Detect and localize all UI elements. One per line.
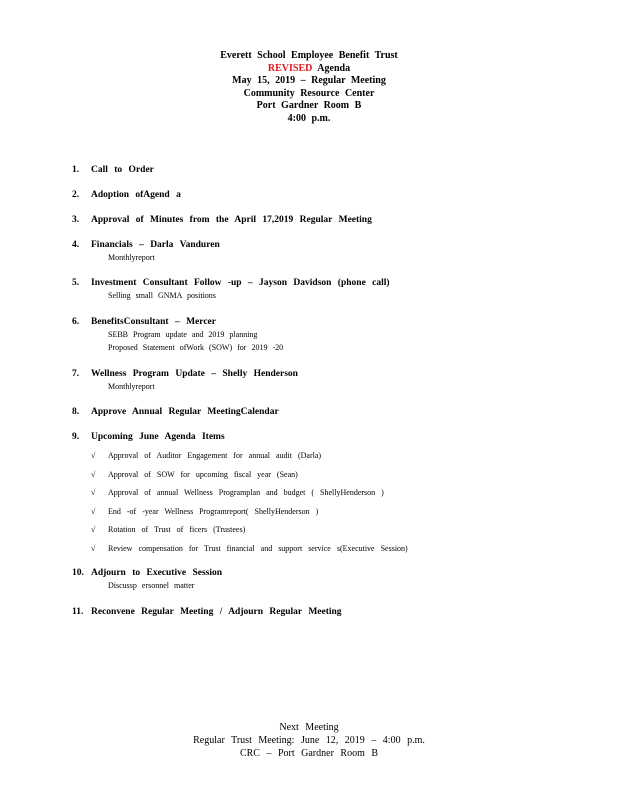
checkmark-icon: √: [91, 525, 96, 535]
checklist-item: √ Rotation of Trust of ficers (Trustees): [72, 521, 592, 540]
item-title: Approval of Minutes from the April 17,2019 Regular Meeting: [91, 215, 372, 225]
item-title: Investment Consultant Follow -up – Jayson Davidson (phone call): [91, 278, 390, 288]
item-number: 9.: [72, 432, 80, 442]
agenda-item: [72, 406, 592, 431]
agenda-item: [72, 164, 592, 189]
checklist-item: √ End -of -year Wellness Programreport( ShellyHenderson ): [72, 503, 592, 522]
agenda-item: [72, 606, 592, 626]
item-title: Wellness Program Update – Shelly Henderson: [91, 369, 298, 379]
meeting-venue: Community Resource Center: [243, 87, 375, 99]
next-meeting-location: CRC – Port Gardner Room B: [239, 748, 379, 759]
item-title: Adjourn to Executive Session: [91, 568, 223, 578]
item-number: 1.: [72, 165, 80, 175]
item-number: 3.: [72, 215, 80, 225]
agenda-item: [72, 368, 592, 406]
agenda-header: [0, 50, 618, 125]
sub-item: Proposed Statement ofWork (SOW) for 2019 -20: [108, 342, 284, 352]
agenda-item: [72, 431, 592, 567]
revised-label: REVISED: [267, 62, 313, 74]
sub-item: Monthlyreport: [108, 253, 155, 262]
checkmark-icon: √: [91, 469, 96, 479]
meeting-date: May 15, 2019 – Regular Meeting: [232, 75, 386, 86]
checkmark-icon: √: [91, 543, 96, 553]
checkmark-icon: √: [91, 506, 96, 516]
sub-item: SEBB Program update and 2019 planning: [108, 330, 258, 339]
meeting-room: Port Gardner Room B: [256, 100, 362, 111]
agenda-item: [72, 189, 592, 214]
next-meeting-label: Next Meeting: [279, 722, 339, 733]
item-number: 4.: [72, 240, 80, 250]
item-number: 7.: [72, 369, 80, 379]
item-title: Call to Order: [91, 165, 154, 175]
agenda-item: [72, 316, 592, 368]
sub-item: Selling small GNMA positions: [108, 291, 216, 300]
item-number: 11.: [72, 607, 84, 617]
agenda-items: [72, 164, 592, 626]
next-meeting-date: Regular Trust Meeting: June 12, 2019 – 4:00 p.m.: [193, 735, 425, 746]
agenda-item: [72, 277, 592, 316]
item-number: 8.: [72, 407, 80, 417]
next-meeting-footer: [0, 721, 618, 760]
item-title: BenefitsConsultant – Mercer: [91, 317, 216, 327]
checklist-item: √ Approval of SOW for upcoming fiscal year (Sean): [72, 466, 592, 485]
agenda-word: Agenda: [312, 62, 351, 74]
checkmark-icon: √: [91, 451, 96, 460]
item-number: 2.: [72, 190, 80, 200]
item-title: Financials – Darla Vanduren: [91, 240, 220, 250]
item-title: Upcoming June Agenda Items: [91, 432, 225, 442]
agenda-title: [0, 63, 618, 76]
agenda-item: [72, 239, 592, 277]
sub-item: Monthlyreport: [108, 382, 155, 391]
item-title: Reconvene Regular Meeting / Adjourn Regular Meeting: [91, 607, 342, 617]
trust-name: Everett School Employee Benefit Trust: [220, 50, 398, 61]
item-title: Approve Annual Regular MeetingCalendar: [91, 407, 279, 417]
sub-item: Discussp ersonnel matter: [108, 581, 195, 590]
agenda-item: [72, 567, 592, 606]
item-title: Adoption ofAgend a: [91, 190, 181, 200]
checklist-item: √ Review compensation for Trust financial and support service s(Executive Session): [72, 540, 592, 559]
checklist-item: √ Approval of annual Wellness Programplan and budget ( ShellyHenderson ): [72, 484, 592, 503]
meeting-time: 4:00 p.m.: [287, 112, 331, 124]
checklist-item: √ Approval of Auditor Engagement for annual audit (Darla): [72, 447, 592, 466]
checkmark-icon: √: [91, 488, 96, 498]
agenda-item: [72, 214, 592, 239]
item-number: 6.: [72, 317, 80, 327]
item-number: 10.: [72, 568, 84, 578]
item-number: 5.: [72, 278, 80, 288]
